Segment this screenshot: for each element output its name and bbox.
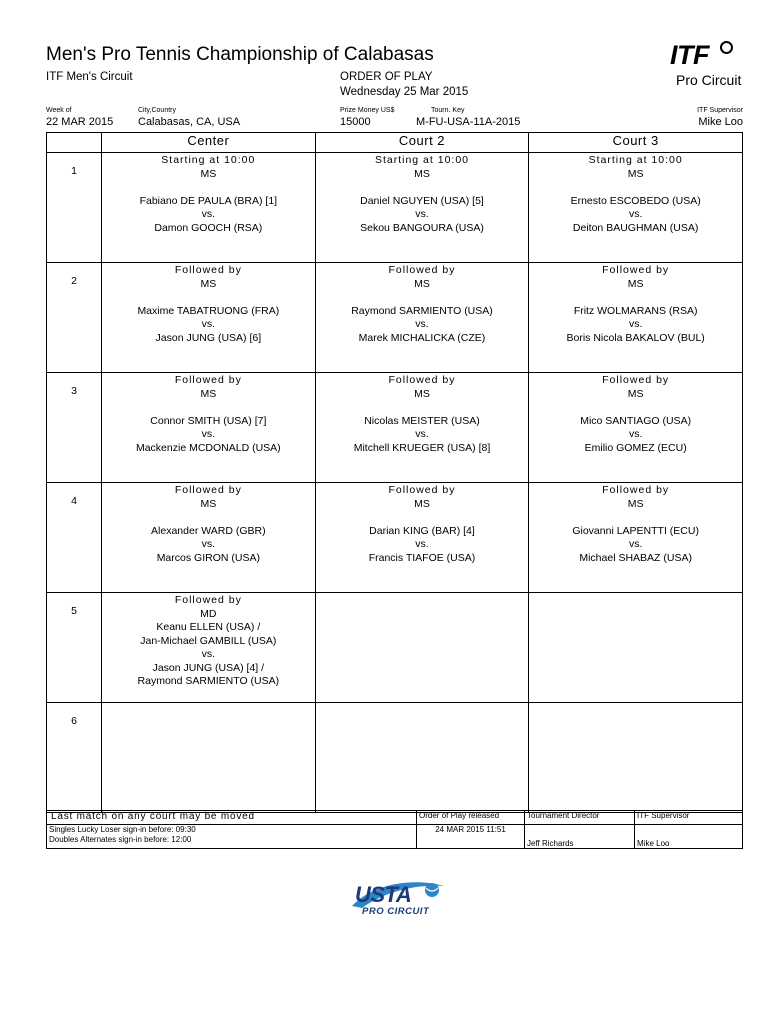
player-name: Jan-Michael GAMBILL (USA) <box>140 634 277 647</box>
usta-logo-text: USTA <box>355 882 412 907</box>
director-label: Tournament Director <box>525 811 635 825</box>
itf-pro-circuit-label: Pro Circuit <box>676 72 742 88</box>
player-name: Daniel NGUYEN (USA) [5] <box>360 194 484 207</box>
versus-label: vs. <box>201 208 216 220</box>
match-cell <box>315 373 529 483</box>
match-timing: Followed by <box>174 264 242 276</box>
match-timing: Followed by <box>602 264 670 276</box>
player-name: Damon GOOCH (RSA) <box>154 221 263 234</box>
spacer <box>316 401 529 415</box>
court-header-center: Center <box>102 133 316 153</box>
match-order-number: 5 <box>47 593 102 703</box>
match-timing: Followed by <box>174 374 242 386</box>
event-code: MS <box>200 497 217 510</box>
city-label: City,Country <box>138 107 176 114</box>
match-order-number: 4 <box>47 483 102 593</box>
player-name: Nicolas MEISTER (USA) <box>364 414 480 427</box>
match-cell <box>529 703 743 813</box>
match-cell <box>102 593 316 703</box>
order-of-play-label: ORDER OF PLAY <box>340 71 433 83</box>
spacer <box>102 181 315 195</box>
player-name: Mico SANTIAGO (USA) <box>580 414 692 427</box>
event-code: MS <box>414 167 430 180</box>
spacer <box>102 401 315 415</box>
versus-label: vs. <box>201 538 216 550</box>
director-value: Jeff Richards <box>525 825 635 849</box>
event-code: MS <box>200 167 217 180</box>
match-cell <box>315 263 529 373</box>
match-cell <box>315 593 529 703</box>
player-name: Jason JUNG (USA) [4] / <box>152 661 265 674</box>
player-name: Fabiano DE PAULA (BRA) [1] <box>139 194 278 207</box>
prize-value: 15000 <box>340 116 371 128</box>
match-row <box>47 483 743 593</box>
match-cell <box>102 263 316 373</box>
event-code: MS <box>627 167 644 180</box>
match-cell <box>315 703 529 813</box>
match-timing: Starting at 10:00 <box>161 154 256 166</box>
last-match-note: Last match on any court may be moved <box>47 811 417 825</box>
event-code: MS <box>414 277 430 290</box>
player-name: Alexander WARD (GBR) <box>151 524 266 537</box>
match-timing: Followed by <box>388 264 456 276</box>
lucky-loser-sign-in: Singles Lucky Loser sign-in before: 09:30 <box>49 825 196 834</box>
versus-label: vs. <box>201 318 216 330</box>
match-timing: Starting at 10:00 <box>588 154 683 166</box>
city-value: Calabasas, CA, USA <box>138 116 241 128</box>
player-name: Darian KING (BAR) [4] <box>369 524 475 537</box>
tourn-key-label: Tourn. Key <box>431 107 465 114</box>
order-of-play-table <box>46 132 743 813</box>
player-name: Michael SHABAZ (USA) <box>579 551 692 564</box>
player-name: Raymond SARMIENTO (USA) <box>137 675 280 687</box>
event-code: MD <box>200 607 217 620</box>
spacer <box>316 181 529 195</box>
match-order-number: 1 <box>47 153 102 263</box>
spacer <box>316 511 529 525</box>
match-timing: Followed by <box>602 374 670 386</box>
player-name: Mackenzie MCDONALD (USA) <box>135 441 281 454</box>
released-value: 24 MAR 2015 11:51 <box>417 825 525 849</box>
player-name: Connor SMITH (USA) [7] <box>150 414 267 427</box>
match-cell <box>102 153 316 263</box>
tennis-ball-icon <box>720 41 733 54</box>
footer-supervisor-value: Mike Loo <box>635 825 743 849</box>
player-name: Giovanni LAPENTTI (ECU) <box>572 524 699 537</box>
player-name: Keanu ELLEN (USA) / <box>156 621 261 633</box>
versus-label: vs. <box>628 428 643 440</box>
match-cell <box>102 703 316 813</box>
circuit-label: ITF Men's Circuit <box>46 71 133 83</box>
player-name: Sekou BANGOURA (USA) <box>360 221 484 234</box>
player-name: Deiton BAUGHMAN (USA) <box>572 221 699 234</box>
player-name: Emilio GOMEZ (ECU) <box>584 441 687 454</box>
player-name: Jason JUNG (USA) [6] <box>155 331 262 344</box>
match-cell <box>529 153 743 263</box>
match-row <box>47 593 743 703</box>
match-cell <box>315 153 529 263</box>
spacer <box>316 291 529 305</box>
match-row <box>47 153 743 263</box>
alternates-sign-in: Doubles Alternates sign-in before: 12:00 <box>49 835 192 844</box>
player-name: Marek MICHALICKA (CZE) <box>358 331 486 344</box>
versus-label: vs. <box>628 318 643 330</box>
match-cell <box>315 483 529 593</box>
versus-label: vs. <box>201 428 216 440</box>
event-code: MS <box>627 277 644 290</box>
versus-label: vs. <box>628 538 643 550</box>
court-header-row <box>47 133 743 153</box>
match-cell <box>102 483 316 593</box>
match-order-number: 2 <box>47 263 102 373</box>
tourn-key-value: M-FU-USA-11A-2015 <box>416 116 521 128</box>
player-name: Raymond SARMIENTO (USA) <box>351 304 493 317</box>
spacer <box>102 511 315 525</box>
usta-pro-circuit-text: PRO CIRCUIT <box>362 906 430 917</box>
match-cell <box>529 373 743 483</box>
match-timing: Followed by <box>174 594 242 606</box>
event-code: MS <box>627 497 644 510</box>
versus-label: vs. <box>415 208 429 220</box>
week-label: Week of <box>46 107 72 114</box>
player-name: Ernesto ESCOBEDO (USA) <box>570 194 701 207</box>
row-number-header <box>47 133 102 153</box>
court-header-court-3: Court 3 <box>529 133 743 153</box>
match-timing: Followed by <box>174 484 242 496</box>
event-code: MS <box>414 387 430 400</box>
versus-label: vs. <box>415 318 429 330</box>
match-order-number: 3 <box>47 373 102 483</box>
released-label: Order of Play released <box>417 811 525 825</box>
event-code: MS <box>200 277 217 290</box>
player-name: Marcos GIRON (USA) <box>156 551 260 564</box>
match-timing: Starting at 10:00 <box>374 154 470 166</box>
match-row <box>47 373 743 483</box>
footer-table <box>46 810 743 849</box>
week-value: 22 MAR 2015 <box>46 116 114 128</box>
court-header-court-2: Court 2 <box>315 133 529 153</box>
spacer <box>529 181 742 195</box>
event-code: MS <box>627 387 644 400</box>
tournament-title: Men's Pro Tennis Championship of Calabasas <box>46 44 434 65</box>
player-name: Maxime TABATRUONG (FRA) <box>137 304 280 317</box>
footer-supervisor-label: ITF Supervisor <box>635 811 743 825</box>
versus-label: vs. <box>415 428 429 440</box>
versus-label: vs. <box>201 648 216 660</box>
event-code: MS <box>200 387 217 400</box>
match-timing: Followed by <box>602 484 670 496</box>
match-timing: Followed by <box>388 374 456 386</box>
match-row <box>47 263 743 373</box>
supervisor-label: ITF Supervisor <box>697 107 743 114</box>
player-name: Boris Nicola BAKALOV (BUL) <box>566 331 705 344</box>
spacer <box>529 401 742 415</box>
spacer <box>529 291 742 305</box>
sign-in-times <box>47 825 417 849</box>
match-cell <box>529 483 743 593</box>
player-name: Francis TIAFOE (USA) <box>368 551 476 564</box>
match-cell <box>529 593 743 703</box>
play-date: Wednesday 25 Mar 2015 <box>340 86 469 98</box>
versus-label: vs. <box>628 208 643 220</box>
supervisor-value: Mike Loo <box>698 116 743 128</box>
event-code: MS <box>414 497 430 510</box>
spacer <box>529 511 742 525</box>
match-cell <box>102 373 316 483</box>
match-order-number: 6 <box>47 703 102 813</box>
player-name: Fritz WOLMARANS (RSA) <box>573 304 698 317</box>
versus-label: vs. <box>415 538 429 550</box>
match-row <box>47 703 743 813</box>
spacer <box>102 291 315 305</box>
player-name: Mitchell KRUEGER (USA) [8] <box>353 441 491 454</box>
itf-logo: ITF <box>670 40 709 70</box>
prize-label: Prize Money US$ <box>340 107 395 114</box>
match-timing: Followed by <box>388 484 456 496</box>
match-cell <box>529 263 743 373</box>
